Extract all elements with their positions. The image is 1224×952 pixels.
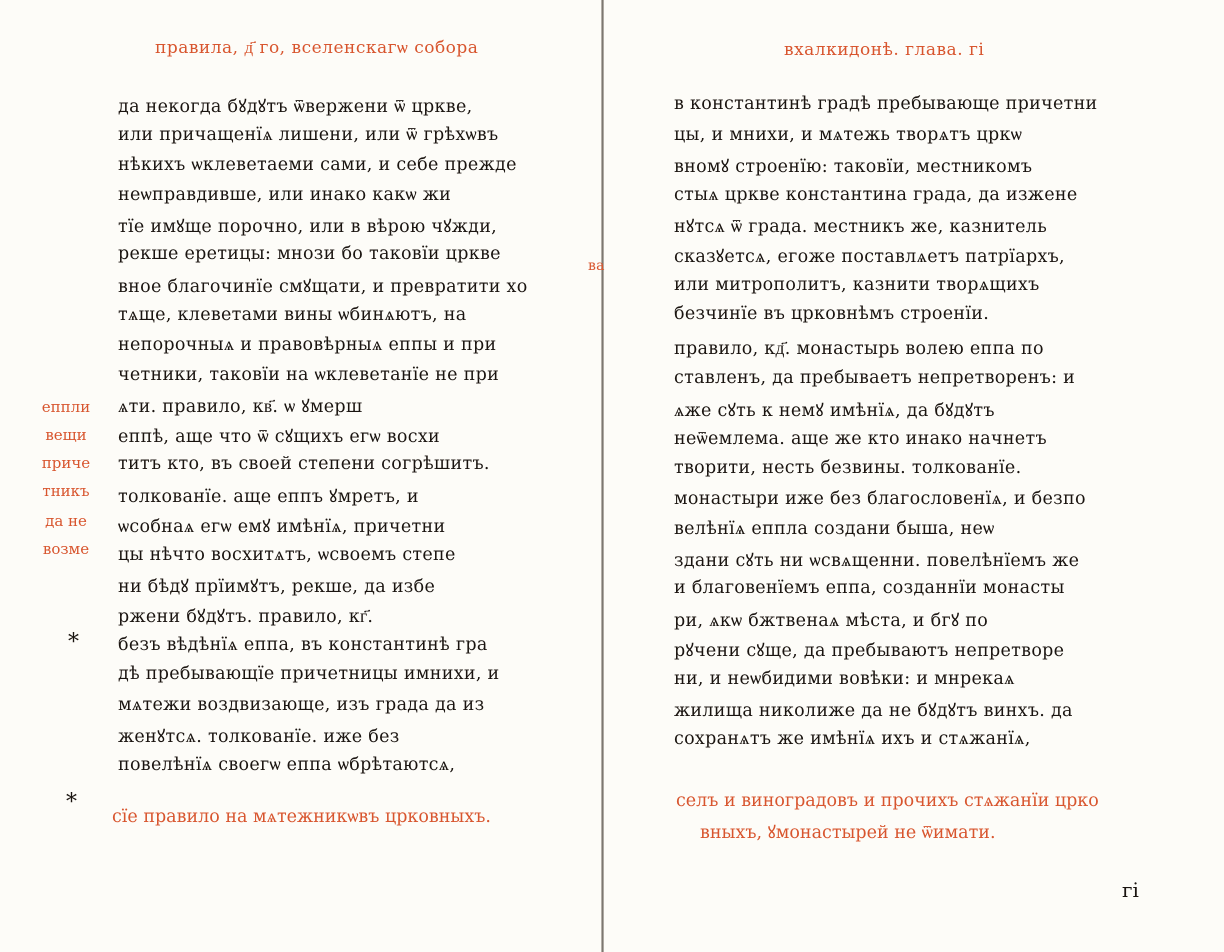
left-line-9: непорочныѧ и правовѣрныѧ еппы и при (118, 335, 497, 355)
left-line-2: или причащенїѧ лишени, или ѿ грѣхѡвъ (118, 125, 499, 145)
left-line-13: титъ кто, въ своей степени согрѣшитъ. (118, 454, 490, 474)
right-line-19: рꙋчени сꙋще, да пребываютъ непретворе (674, 641, 1065, 661)
left-line-11: ѧти. правило, кв҃. ѡ ꙋмерш (118, 397, 363, 417)
left-line-18: ржени бꙋдꙋтъ. правило, кг҃. (118, 607, 374, 627)
left-line-10: четники, таковїи на ѡклеветанїе не при (118, 365, 500, 385)
margin-note-line-5: да не (45, 512, 87, 530)
right-line-13: творити, несть безвины. толкованїе. (674, 458, 1022, 478)
right-line-12: неѿемлема. аще же кто инако начнетъ (674, 429, 1047, 449)
right-line-7: или митрополитъ, казнити творѧщихъ (674, 275, 1040, 295)
left-page (0, 0, 602, 952)
right-line-16: здани сꙋть ни ѡсвѧщенни. повелѣнїемъ же (674, 551, 1080, 571)
margin-note-line-2: вещи (45, 426, 87, 444)
page-number: гі (1122, 878, 1139, 902)
gutter-note: ва (588, 258, 605, 274)
right-line-15: велѣнїѧ еппла создани быша, неѡ (674, 519, 995, 539)
left-line-5: тїе имꙋще порочно, или в вѣрою чꙋжди, (118, 217, 498, 237)
right-line-9: правило, кд҃. монастырь волею еппа по (674, 339, 1044, 359)
right-line-14: монастыри иже без благословенїѧ, и безпо (674, 489, 1086, 509)
left-line-8: тѧще, клеветами вины ѡбинѧютъ, на (118, 305, 467, 325)
left-line-19: безъ вѣдѣнїѧ еппа, въ константинѣ гра (118, 635, 488, 655)
margin-note-line-3: приче (41, 454, 91, 472)
right-page (604, 0, 1224, 952)
left-line-7: вное благочинїе смꙋщати, и превратити хо (118, 277, 528, 297)
left-line-23: повелѣнїѧ своегѡ еппа ѡбрѣтаютсѧ, (118, 755, 456, 775)
right-line-2: цы, и мнихи, и мѧтежь творѧтъ цркѡ (674, 125, 1023, 145)
right-line-5: нꙋтсѧ ѿ града. местникъ же, казнитель (674, 217, 1048, 237)
left-line-4: неѡправдивше, или инако какѡ жи (118, 185, 452, 205)
right-line-3: вномꙋ строенїю: таковїи, местникомъ (674, 157, 1033, 177)
right-line-10: ставленъ, да пребываетъ непретворенъ: и (674, 368, 1076, 388)
left-line-14: толкованїе. аще еппъ ꙋмретъ, и (118, 487, 419, 507)
right-line-18: ри, ѧкѡ бжтвенаѧ мѣста, и бгꙋ по (674, 611, 989, 631)
right-line-17: и благовенїемъ еппа, созданнїи монасты (674, 578, 1065, 598)
left-line-22: женꙋтсѧ. толкованїе. иже без (118, 727, 400, 747)
asterisk-marker-footer: * (66, 790, 77, 815)
right-footer-rubric-line-2: вныхъ, ꙋмонастырей не ѿимати. (700, 823, 996, 843)
left-line-16: цы нѣчто восхитѧтъ, ѡсвоемъ степе (118, 545, 456, 565)
right-line-11: ѧже сꙋть к немꙋ имѣнїѧ, да бꙋдꙋтъ (674, 401, 995, 421)
right-footer-rubric-line-1: селъ и виноградовъ и прочихъ стѧжанїи црко (676, 791, 1099, 811)
left-line-1: да некогда бꙋдꙋтъ ѿвержени ѿ цркве, (118, 97, 473, 117)
right-line-6: сказꙋетсѧ, егоже поставлѧетъ патрїархъ, (674, 247, 1065, 267)
right-line-4: стыѧ цркве константина града, да изжене (674, 185, 1078, 205)
margin-note-line-6: возме (42, 540, 90, 558)
left-line-12: еппѣ, аще что ѿ сꙋщихъ егѡ восхи (118, 427, 440, 447)
right-line-21: жилища николиже да не бꙋдꙋтъ винхъ. да (674, 701, 1073, 721)
left-line-17: ни бѣдꙋ прїимꙋтъ, рекше, да избе (118, 577, 436, 597)
left-line-21: мѧтежи воздвизающе, изъ града да из (118, 695, 485, 715)
asterisk-marker: * (68, 630, 79, 655)
right-line-20: ни, и неѡбидими вовѣки: и мнрекаѧ (674, 669, 1015, 689)
margin-note-line-4: тникъ (42, 482, 90, 500)
right-line-8: безчинїе въ црковнѣмъ строенїи. (674, 304, 990, 324)
left-line-6: рекше еретицы: мнози бо таковїи цркве (118, 244, 501, 264)
right-running-header: вхалкидонѣ. глава. гі (784, 40, 985, 60)
left-line-20: дѣ пребывающїе причетницы имнихи, и (118, 664, 500, 684)
left-line-15: ѡсобнаѧ егѡ емꙋ имѣнїѧ, причетни (118, 517, 446, 537)
right-line-1: в константинѣ градѣ пребывающе причетни (674, 94, 1098, 114)
left-running-header: правила, д҃ го, вселенскагѡ собора (155, 38, 479, 58)
right-line-22: сохранѧтъ же имѣнїѧ ихъ и стѧжанїѧ, (674, 729, 1031, 749)
left-line-3: нѣкихъ ѡклеветаеми сами, и себе прежде (118, 155, 517, 175)
margin-note-line-1: еппли (41, 398, 91, 416)
left-footer-rubric: сїе правило на мѧтежникѡвъ црковныхъ. (112, 807, 491, 827)
